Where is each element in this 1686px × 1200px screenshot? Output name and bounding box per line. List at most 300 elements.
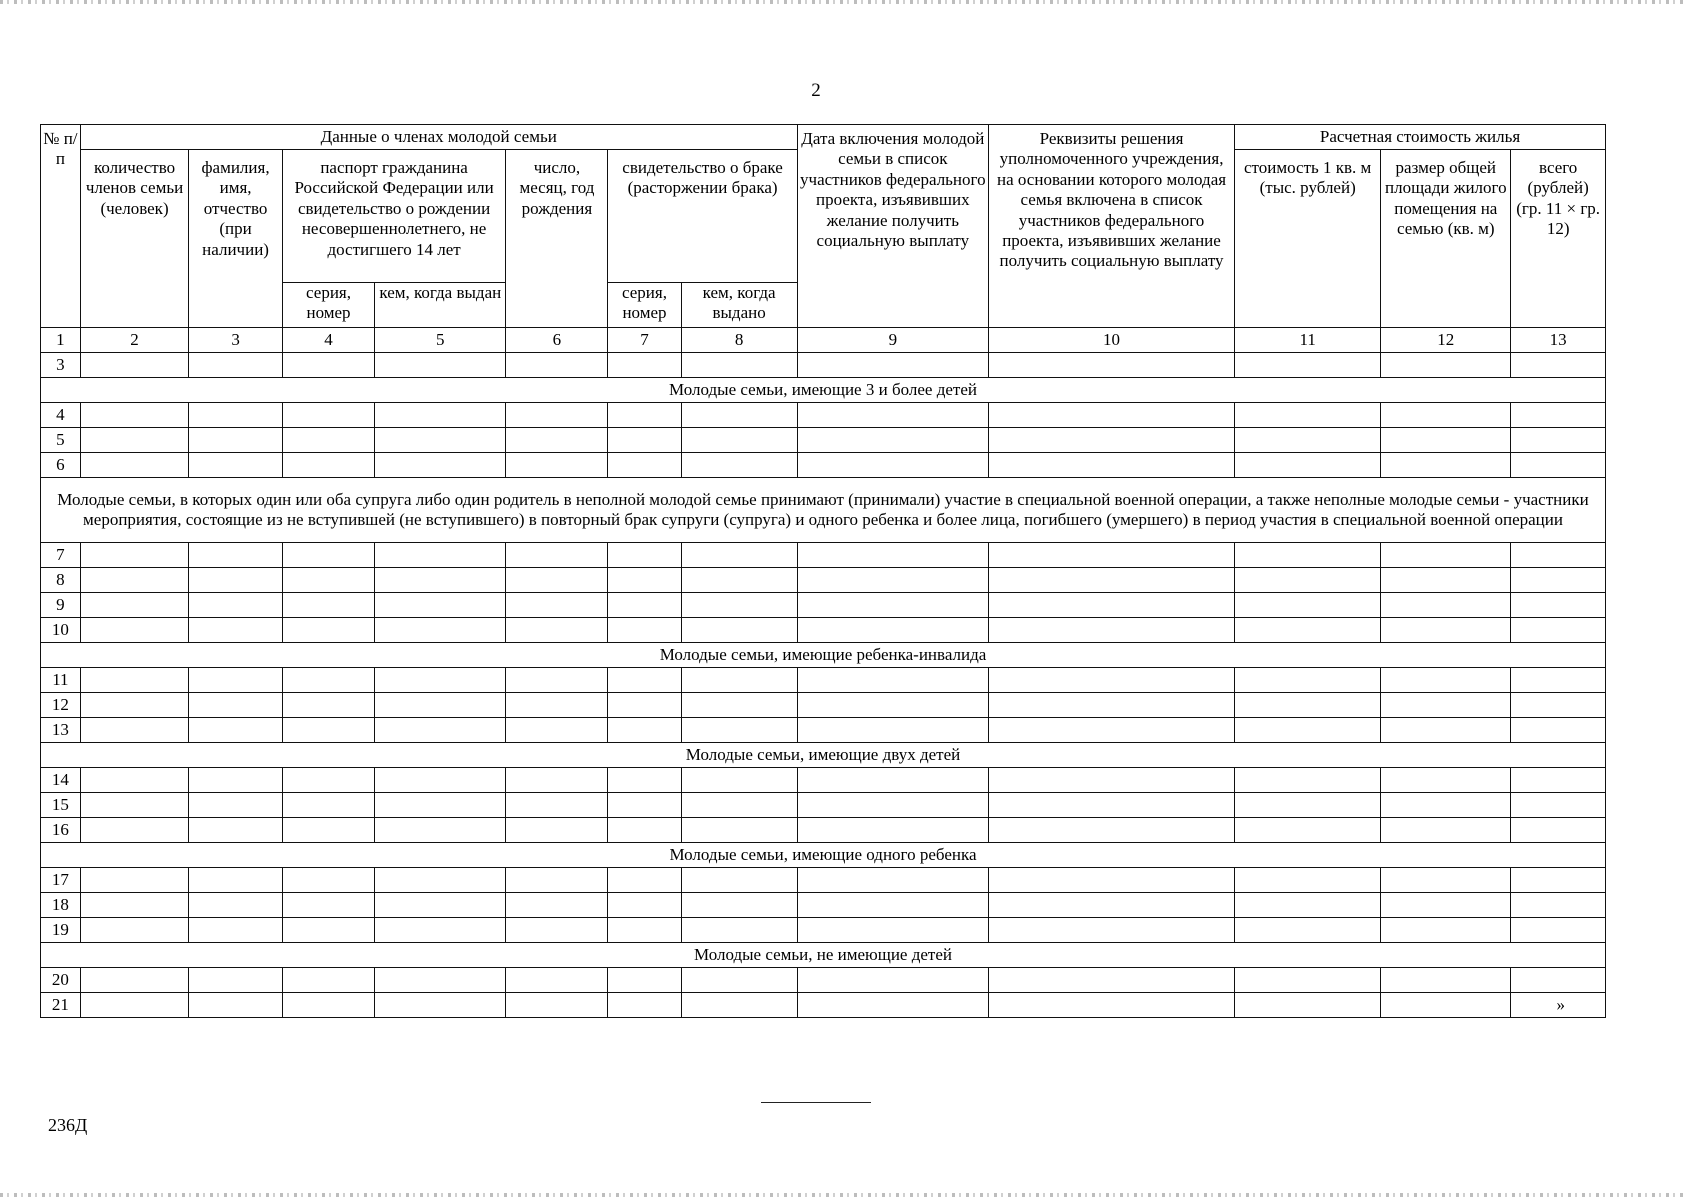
table-row [41, 968, 1606, 993]
row-number: 12 [41, 693, 81, 718]
section-row [41, 378, 1606, 403]
table-cell [80, 768, 189, 793]
table-cell [189, 353, 283, 378]
row-number: 8 [41, 568, 81, 593]
table-cell [80, 668, 189, 693]
table-cell [375, 543, 506, 568]
table-cell [375, 968, 506, 993]
table-cell [189, 668, 283, 693]
table-cell [506, 568, 608, 593]
table-row [41, 593, 1606, 618]
table-cell [80, 793, 189, 818]
table-cell [506, 668, 608, 693]
table-cell [1235, 893, 1381, 918]
column-number: 8 [681, 328, 797, 353]
table-cell [608, 918, 681, 943]
table-cell [988, 593, 1234, 618]
row-number: 3 [41, 353, 81, 378]
table-cell [797, 893, 988, 918]
table-row [41, 668, 1606, 693]
table-cell [988, 718, 1234, 743]
table-cell [375, 353, 506, 378]
table-cell [189, 918, 283, 943]
table-cell [282, 403, 374, 428]
table-row [41, 403, 1606, 428]
table-cell [282, 593, 374, 618]
header-area: размер общей площади жилого помещения на семью (кв. м) [1381, 150, 1511, 328]
table-cell [1235, 818, 1381, 843]
table-cell [375, 868, 506, 893]
scan-edge-bottom [0, 1193, 1686, 1197]
table-row [41, 868, 1606, 893]
header-marriage-cert: свидетельство о браке (расторжении брака) [608, 150, 797, 283]
table-cell [506, 403, 608, 428]
row-number: 10 [41, 618, 81, 643]
table-cell [608, 593, 681, 618]
table-cell [608, 618, 681, 643]
table-row [41, 893, 1606, 918]
table-row [41, 993, 1606, 1018]
table-cell [506, 453, 608, 478]
table-cell [988, 868, 1234, 893]
row-number: 7 [41, 543, 81, 568]
table-cell [506, 893, 608, 918]
table-cell [1235, 593, 1381, 618]
table-cell [608, 693, 681, 718]
table-cell [1511, 693, 1606, 718]
table-row [41, 453, 1606, 478]
table-cell [1511, 968, 1606, 993]
table-cell [1511, 668, 1606, 693]
header-members-group: Данные о членах молодой семьи [80, 125, 797, 150]
row-number: 18 [41, 893, 81, 918]
header-passport-series: серия, номер [282, 283, 374, 328]
table-cell [282, 453, 374, 478]
table-cell [506, 428, 608, 453]
row-number: 11 [41, 668, 81, 693]
table-cell [797, 818, 988, 843]
table-cell [282, 793, 374, 818]
table-cell [506, 868, 608, 893]
table-cell [282, 868, 374, 893]
table-cell [189, 768, 283, 793]
column-number: 10 [988, 328, 1234, 353]
table-cell [1235, 793, 1381, 818]
row-number: 16 [41, 818, 81, 843]
table-cell [375, 893, 506, 918]
table-cell [608, 968, 681, 993]
table-row [41, 793, 1606, 818]
table-cell [681, 893, 797, 918]
table-cell [189, 618, 283, 643]
section-title: Молодые семьи, имеющие одного ребенка [41, 843, 1606, 868]
column-number: 3 [189, 328, 283, 353]
table-cell [1235, 768, 1381, 793]
table-cell [375, 453, 506, 478]
column-number: 2 [80, 328, 189, 353]
table-row [41, 353, 1606, 378]
header-passport: паспорт гражданина Российской Федерации или свидетельство о рождении несовершеннолетнего, не достигшего 14 лет [282, 150, 506, 283]
row-number: 19 [41, 918, 81, 943]
table-cell [1235, 693, 1381, 718]
table-row [41, 543, 1606, 568]
table-row [41, 718, 1606, 743]
table-cell [1381, 793, 1511, 818]
table-cell [189, 693, 283, 718]
table-row [41, 618, 1606, 643]
table-cell [681, 618, 797, 643]
table-cell [1381, 893, 1511, 918]
table-cell [189, 868, 283, 893]
document-code: 236Д [48, 1115, 88, 1135]
table-cell [681, 543, 797, 568]
table-cell [988, 428, 1234, 453]
header-birth-date: число, месяц, год рождения [506, 150, 608, 328]
column-number: 5 [375, 328, 506, 353]
table-cell [80, 693, 189, 718]
section-row [41, 643, 1606, 668]
column-number: 4 [282, 328, 374, 353]
table-cell [80, 353, 189, 378]
table-cell [189, 993, 283, 1018]
column-number: 13 [1511, 328, 1606, 353]
header-full-name: фамилия, имя, отчество (при наличии) [189, 150, 283, 328]
table-cell [282, 968, 374, 993]
table-cell [988, 893, 1234, 918]
table-cell [797, 428, 988, 453]
header-no: № п/п [41, 125, 81, 328]
table-cell [1511, 453, 1606, 478]
table-cell [681, 353, 797, 378]
header-inclusion-date: Дата включения молодой семьи в список участников федерального проекта, изъявивших желание получить социальную выплату [797, 125, 988, 328]
table-cell [1511, 818, 1606, 843]
register-table [40, 124, 1606, 1018]
column-number: 6 [506, 328, 608, 353]
section-title: Молодые семьи, в которых один или оба супруга либо один родитель в неполной молодой семье принимают (принимали) участие в специальной военной операции, а также неполные молодые семьи - участники мероприятия, состоящие из не вступившей (не вступившего) в повторный брак супруги (супруга) и одного ребенка и более лица, погибшего (умершего) в период участия в специальной военной операции [41, 478, 1606, 543]
table-cell [1381, 593, 1511, 618]
table-cell [80, 893, 189, 918]
table-cell [988, 768, 1234, 793]
table-cell [797, 868, 988, 893]
table-cell [282, 618, 374, 643]
table-cell [681, 718, 797, 743]
section-title: Молодые семьи, не имеющие детей [41, 943, 1606, 968]
table-cell [375, 428, 506, 453]
table-cell [1511, 893, 1606, 918]
table-cell [1381, 693, 1511, 718]
table-cell [797, 693, 988, 718]
table-cell [506, 353, 608, 378]
table-cell [1511, 568, 1606, 593]
table-cell [681, 568, 797, 593]
header-cost-per-sqm: стоимость 1 кв. м (тыс. рублей) [1235, 150, 1381, 328]
table-cell [189, 818, 283, 843]
table-cell [988, 793, 1234, 818]
table-cell [797, 568, 988, 593]
table-cell [375, 718, 506, 743]
table-cell [1235, 968, 1381, 993]
table-cell [1235, 428, 1381, 453]
row-number: 21 [41, 993, 81, 1018]
table-cell [1235, 353, 1381, 378]
table-cell [282, 353, 374, 378]
table-cell [797, 918, 988, 943]
table-cell [80, 568, 189, 593]
table-cell [80, 718, 189, 743]
table-cell [1381, 568, 1511, 593]
table-cell [797, 768, 988, 793]
table-cell [1235, 718, 1381, 743]
header-total: всего (рублей) (гр. 11 × гр. 12) [1511, 150, 1606, 328]
table-cell [608, 403, 681, 428]
table-cell [681, 403, 797, 428]
table-cell [988, 668, 1234, 693]
table-cell [1381, 618, 1511, 643]
column-numbers-row [41, 328, 1606, 353]
table-cell [608, 768, 681, 793]
table-cell [80, 543, 189, 568]
section-row [41, 943, 1606, 968]
table-cell [375, 693, 506, 718]
table-cell [1511, 403, 1606, 428]
table-cell [608, 868, 681, 893]
table-cell [506, 593, 608, 618]
table-cell [1235, 668, 1381, 693]
table-cell [189, 718, 283, 743]
table-cell [506, 818, 608, 843]
scan-edge-top [0, 0, 1686, 4]
table-cell [506, 618, 608, 643]
table-cell [1381, 918, 1511, 943]
table-cell [608, 818, 681, 843]
table-cell [506, 768, 608, 793]
table-cell [797, 968, 988, 993]
row-number: 9 [41, 593, 81, 618]
table-cell [1381, 868, 1511, 893]
table-cell [189, 968, 283, 993]
table-cell [681, 428, 797, 453]
table-cell [797, 618, 988, 643]
table-cell [375, 918, 506, 943]
table-cell [375, 818, 506, 843]
table-cell [797, 718, 988, 743]
table-cell [797, 403, 988, 428]
table-cell [1381, 993, 1511, 1018]
table-cell [282, 668, 374, 693]
table-cell [1381, 403, 1511, 428]
table-cell [608, 428, 681, 453]
table-cell [506, 718, 608, 743]
table-cell [80, 993, 189, 1018]
table-cell [797, 593, 988, 618]
section-title: Молодые семьи, имеющие двух детей [41, 743, 1606, 768]
table-cell [681, 918, 797, 943]
table-cell [282, 568, 374, 593]
table-cell [988, 618, 1234, 643]
section-row [41, 843, 1606, 868]
table-cell [608, 353, 681, 378]
footer-divider [761, 1102, 871, 1103]
table-cell [1511, 593, 1606, 618]
table-cell [797, 543, 988, 568]
table-cell [608, 993, 681, 1018]
row-number: 5 [41, 428, 81, 453]
column-number: 1 [41, 328, 81, 353]
table-cell [608, 668, 681, 693]
table-cell [375, 568, 506, 593]
table-cell [1235, 618, 1381, 643]
table-cell [1381, 353, 1511, 378]
table-cell [1381, 718, 1511, 743]
table-cell [681, 593, 797, 618]
row-number: 13 [41, 718, 81, 743]
table-cell [608, 718, 681, 743]
table-cell [282, 818, 374, 843]
table-cell [608, 568, 681, 593]
table-cell [282, 693, 374, 718]
table-cell [282, 428, 374, 453]
table-cell [1235, 403, 1381, 428]
table-cell [80, 618, 189, 643]
table-cell [375, 403, 506, 428]
table-cell [506, 968, 608, 993]
table-cell [189, 453, 283, 478]
table-cell [1381, 768, 1511, 793]
column-number: 9 [797, 328, 988, 353]
section-row [41, 478, 1606, 543]
table-cell [506, 543, 608, 568]
table-cell [608, 793, 681, 818]
table-cell [506, 693, 608, 718]
table-cell [681, 993, 797, 1018]
table-cell [797, 668, 988, 693]
table-cell [1511, 428, 1606, 453]
column-number: 11 [1235, 328, 1381, 353]
table-cell [1511, 353, 1606, 378]
table-cell [189, 593, 283, 618]
table-cell [375, 793, 506, 818]
page-number: 2 [811, 80, 821, 101]
table-cell [1235, 993, 1381, 1018]
table-cell [189, 428, 283, 453]
table-cell [681, 668, 797, 693]
section-title: Молодые семьи, имеющие ребенка-инвалида [41, 643, 1606, 668]
table-cell [681, 793, 797, 818]
table-cell [1381, 543, 1511, 568]
table-cell [988, 968, 1234, 993]
table-cell [189, 403, 283, 428]
table-cell [189, 893, 283, 918]
table-cell [282, 993, 374, 1018]
table-cell [608, 453, 681, 478]
table-cell [988, 403, 1234, 428]
row-number: 15 [41, 793, 81, 818]
table-cell [1235, 543, 1381, 568]
table-cell [988, 918, 1234, 943]
section-title: Молодые семьи, имеющие 3 и более детей [41, 378, 1606, 403]
table-cell [608, 543, 681, 568]
table-row [41, 428, 1606, 453]
column-number: 12 [1381, 328, 1511, 353]
table-cell [1511, 543, 1606, 568]
header-passport-issued: кем, когда выдан [375, 283, 506, 328]
table-cell [1381, 668, 1511, 693]
table-cell [1235, 568, 1381, 593]
table-cell [80, 593, 189, 618]
row-number: 6 [41, 453, 81, 478]
row-number: 20 [41, 968, 81, 993]
table-row [41, 918, 1606, 943]
table-cell [189, 543, 283, 568]
table-row [41, 568, 1606, 593]
table-cell [988, 543, 1234, 568]
table-cell [1381, 453, 1511, 478]
table-cell [988, 818, 1234, 843]
row-number: 17 [41, 868, 81, 893]
table-cell [282, 768, 374, 793]
table-cell [1511, 718, 1606, 743]
table-cell [681, 693, 797, 718]
table-cell [375, 618, 506, 643]
table-row [41, 818, 1606, 843]
table-cell [988, 993, 1234, 1018]
table-cell [988, 453, 1234, 478]
table-cell [375, 768, 506, 793]
table-cell [797, 793, 988, 818]
column-number: 7 [608, 328, 681, 353]
table-cell [797, 353, 988, 378]
table-cell [681, 453, 797, 478]
table-cell [681, 818, 797, 843]
table-cell [282, 918, 374, 943]
table-cell [1511, 918, 1606, 943]
table-cell [375, 593, 506, 618]
table-cell [1381, 428, 1511, 453]
table-row [41, 693, 1606, 718]
header-marriage-series: серия, номер [608, 283, 681, 328]
table-cell [1235, 918, 1381, 943]
table-cell [282, 543, 374, 568]
header-decision-details: Реквизиты решения уполномоченного учреждения, на основании которого молодая семья включена в список участников федерального проекта, изъявивших желание получить социальную выплату [988, 125, 1234, 328]
table-cell [1381, 818, 1511, 843]
table-cell [1511, 768, 1606, 793]
table-cell [80, 968, 189, 993]
table-cell [797, 453, 988, 478]
table-cell [80, 428, 189, 453]
row-number: 4 [41, 403, 81, 428]
table-cell [681, 768, 797, 793]
table-cell [608, 893, 681, 918]
table-cell [1511, 993, 1606, 1018]
table-cell [506, 993, 608, 1018]
closing-quote: » [1556, 994, 1565, 1014]
table-cell [1235, 868, 1381, 893]
table-cell [282, 893, 374, 918]
table-row [41, 768, 1606, 793]
table-cell [988, 353, 1234, 378]
header-members-count: количество членов семьи (человек) [80, 150, 189, 328]
table-cell [375, 668, 506, 693]
header-marriage-issued: кем, когда выдано [681, 283, 797, 328]
table-cell [189, 568, 283, 593]
table-cell [80, 818, 189, 843]
table-cell [80, 403, 189, 428]
header-cost-group: Расчетная стоимость жилья [1235, 125, 1606, 150]
table-cell [80, 453, 189, 478]
table-cell [80, 918, 189, 943]
table-cell [1511, 793, 1606, 818]
table-cell [80, 868, 189, 893]
